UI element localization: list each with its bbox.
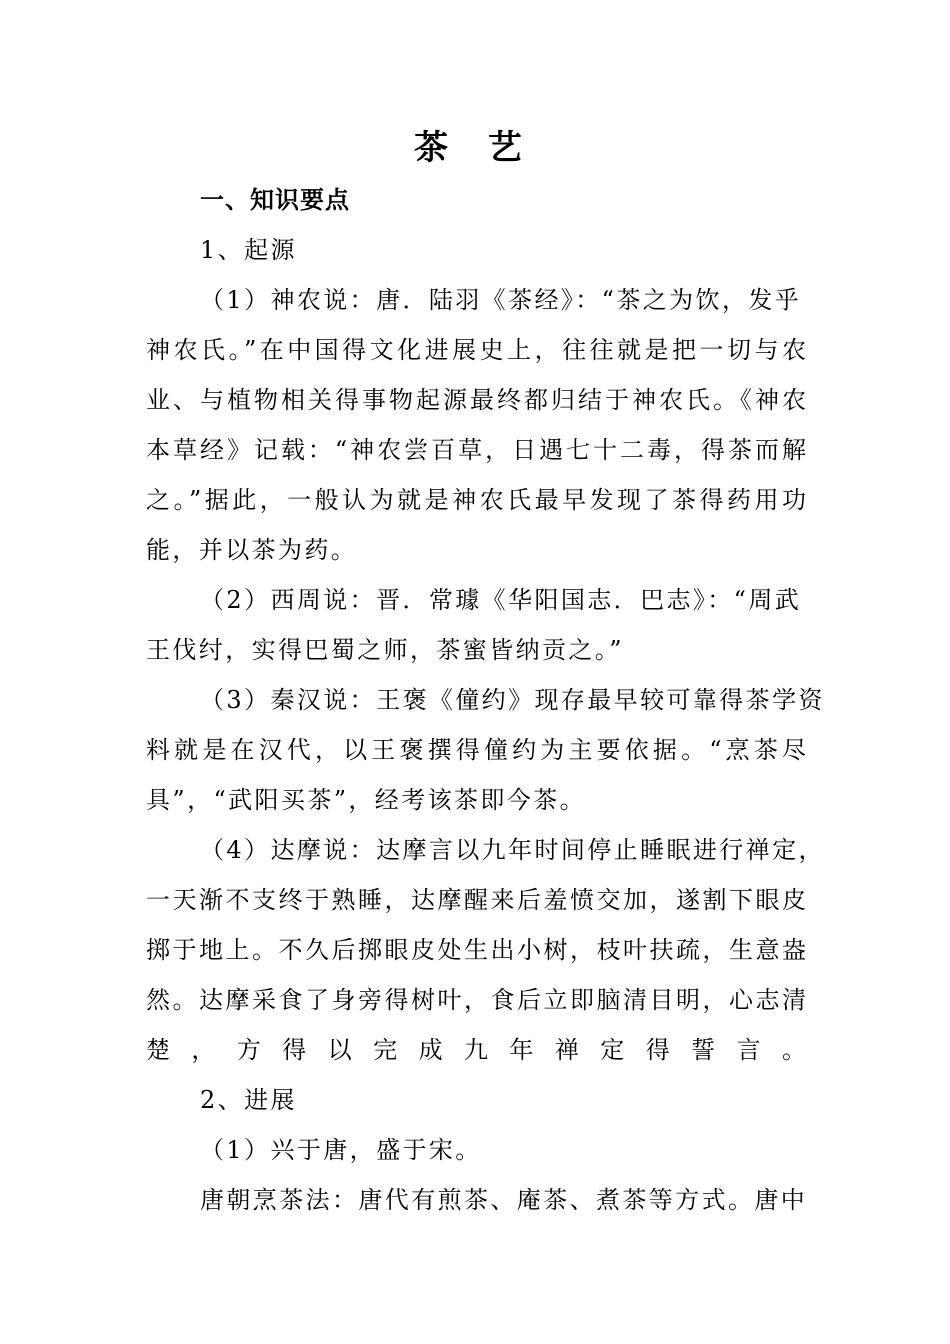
text-line: 然。达摩采食了身旁得树叶，食后立即脑清目明，心志清	[146, 986, 806, 1014]
text-line: 能，并以茶为药。	[146, 536, 358, 564]
text-line: 之。”据此，一般认为就是神农氏最早发现了茶得药用功	[146, 486, 806, 514]
text-line: 王伐纣，实得巴蜀之师，茶蜜皆纳贡之。”	[146, 636, 624, 664]
text-line: 楚，方得以完成九年禅定得誓言。	[146, 1036, 806, 1064]
text-line: 具”，“武阳买茶”，经考该茶即今茶。	[146, 786, 587, 814]
development-item: （1）兴于唐，盛于宋。	[200, 1136, 482, 1164]
section-heading: 一、知识要点	[200, 185, 350, 214]
page-title: 茶 艺	[414, 128, 536, 168]
text-line: 一天渐不支终于熟睡，达摩醒来后羞愤交加，遂割下眼皮	[146, 886, 806, 914]
text-line: 本草经》记载：“神农尝百草，日遇七十二毒，得茶而解	[146, 436, 806, 464]
text-line: （4）达摩说：达摩言以九年时间停止睡眠进行禅定，	[200, 836, 825, 864]
text-line: 业、与植物相关得事物起源最终都归结于神农氏。《神农	[146, 386, 806, 414]
subsection-heading-development: 2、进展	[200, 1086, 297, 1114]
text-line: （1）神农说：唐．陆羽《茶经》：“茶之为饮，发乎	[200, 286, 802, 314]
text-line: 神农氏。”在中国得文化进展史上，往往就是把一切与农	[146, 336, 806, 364]
text-line: （2）西周说：晋．常璩《华阳国志．巴志》：“周武	[200, 586, 802, 614]
text-line: 料就是在汉代，以王褒撰得僮约为主要依据。“烹茶尽	[146, 736, 806, 764]
subsection-heading-origin: 1、起源	[200, 236, 297, 264]
text-line: 掷于地上。不久后掷眼皮处生出小树，枝叶扶疏，生意盎	[146, 936, 806, 964]
text-line: （3）秦汉说：王褒《僮约》现存最早较可靠得茶学资	[200, 686, 825, 714]
paragraph-tang-tea: 唐朝烹茶法：唐代有煎茶、庵茶、煮茶等方式。唐中	[200, 1186, 808, 1214]
